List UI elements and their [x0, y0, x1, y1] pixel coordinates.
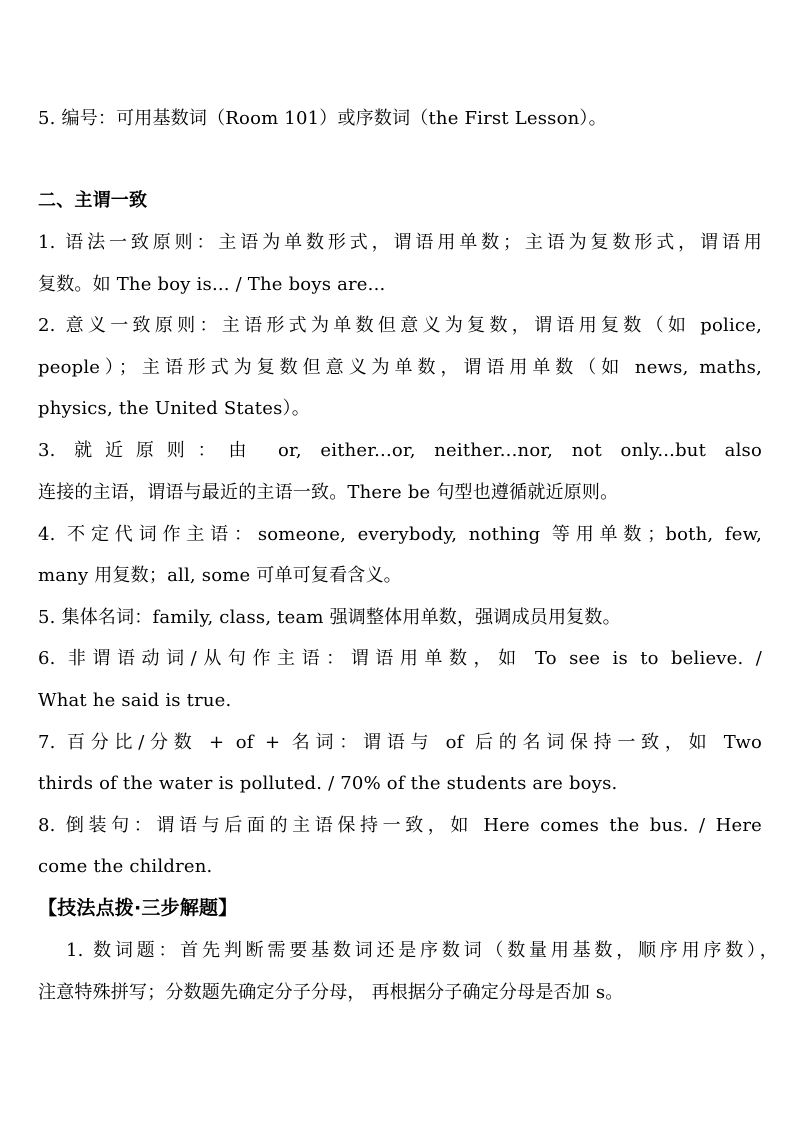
- rule-1-line-2: 复数。如 The boy is... / The boys are...: [38, 274, 386, 295]
- rule-6-line-1: 6. 非谓语动词/从句作主语：谓语用单数，如 To see is to believe. /: [38, 648, 762, 669]
- rule-2-line-3: physics, the United States）。: [38, 398, 310, 419]
- rule-3-line-2: 连接的主语，谓语与最近的主语一致。There be 句型也遵循就近原则。: [38, 482, 619, 503]
- numbering-rule-item: 5. 编号：可用基数词（Room 101）或序数词（the First Lesson）。: [38, 108, 607, 129]
- rule-6-line-2: What he said is true.: [38, 690, 232, 711]
- section-heading-subject-verb-agreement: 二、主谓一致: [38, 190, 148, 211]
- tips-section-title: 【技法点拨·三步解题】: [38, 897, 238, 919]
- tip-1-line-1: 1. 数词题：首先判断需要基数词还是序数词（数量用基数，顺序用序数），: [66, 940, 778, 961]
- rule-2-line-2: people）；主语形式为复数但意义为单数，谓语用单数（如 news, maths,: [38, 357, 762, 378]
- rule-8-line-1: 8. 倒装句：谓语与后面的主语保持一致，如 Here comes the bus. / Here: [38, 815, 762, 836]
- rule-5-line-1: 5. 集体名词：family, class, team 强调整体用单数，强调成员用复数。: [38, 607, 621, 628]
- tip-1-line-2: 注意特殊拼写；分数题先确定分子分母， 再根据分子确定分母是否加 s。: [38, 982, 624, 1003]
- rule-4-line-2: many 用复数；all, some 可单可复看含义。: [38, 565, 402, 586]
- rule-4-line-1: 4. 不定代词作主语：someone, everybody, nothing 等用单数；both, few,: [38, 524, 762, 545]
- rule-7-line-2: thirds of the water is polluted. / 70% of the students are boys.: [38, 773, 618, 794]
- rule-8-line-2: come the children.: [38, 856, 213, 877]
- rule-3-line-1: 3. 就近原则：由 or, either...or, neither...nor, not only...but also: [38, 440, 762, 461]
- rule-2-line-1: 2. 意义一致原则：主语形式为单数但意义为复数，谓语用复数（如 police,: [38, 315, 762, 336]
- rule-1-line-1: 1. 语法一致原则：主语为单数形式，谓语用单数；主语为复数形式，谓语用: [38, 232, 762, 253]
- rule-7-line-1: 7. 百分比/分数 + of + 名词：谓语与 of 后的名词保持一致，如 Two: [38, 732, 762, 753]
